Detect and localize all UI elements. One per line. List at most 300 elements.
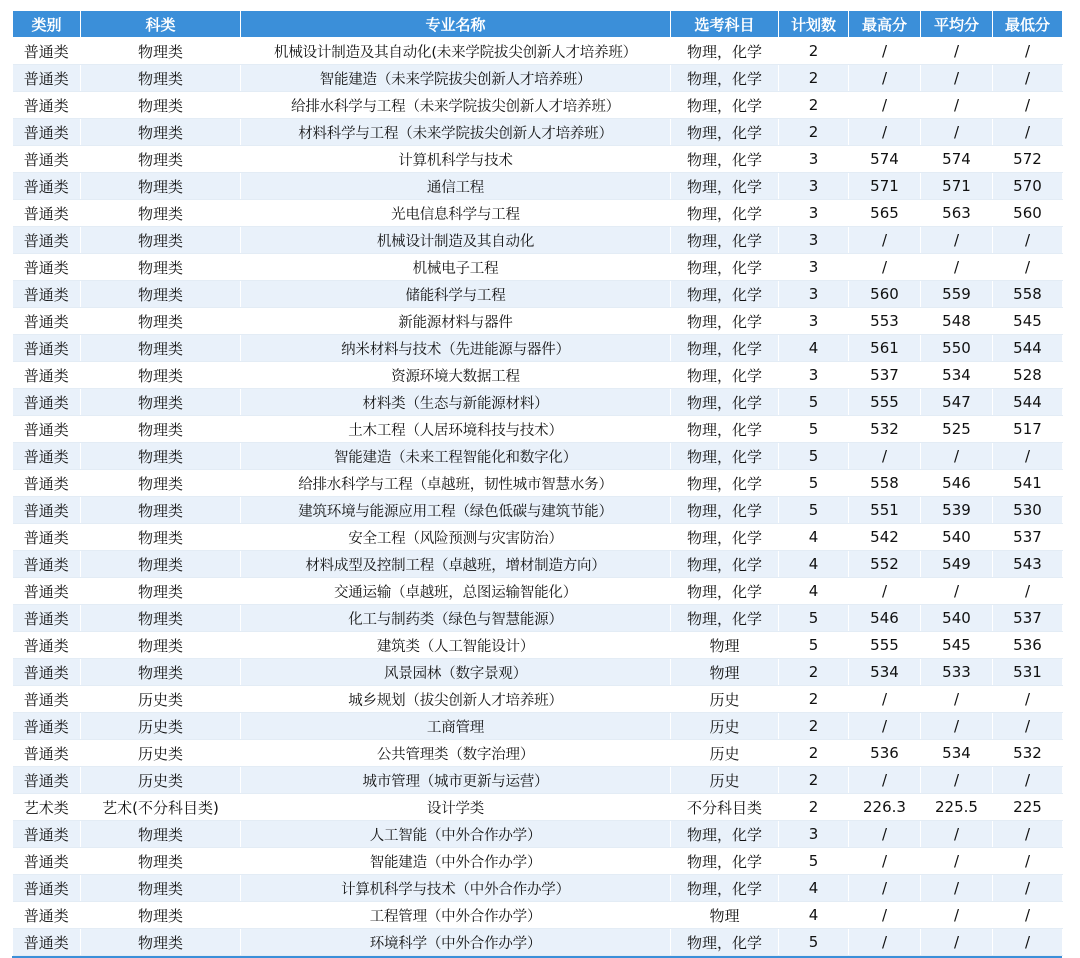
cell-lowest-score: / <box>993 443 1063 470</box>
table-row <box>13 578 1063 605</box>
cell-required-subjects: 物理，化学 <box>671 875 779 902</box>
table-row <box>13 281 1063 308</box>
header-average-score: 平均分 <box>921 11 993 38</box>
cell-category: 普通类 <box>13 335 81 362</box>
table-row <box>13 524 1063 551</box>
cell-plan-count: 2 <box>779 38 849 65</box>
cell-subject-type: 物理类 <box>81 281 241 308</box>
cell-category: 普通类 <box>13 848 81 875</box>
cell-highest-score: 555 <box>849 389 921 416</box>
cell-highest-score: / <box>849 686 921 713</box>
cell-plan-count: 3 <box>779 200 849 227</box>
header-subject-type: 科类 <box>81 11 241 38</box>
cell-highest-score: / <box>849 902 921 929</box>
table-row <box>13 227 1063 254</box>
cell-category: 普通类 <box>13 821 81 848</box>
cell-subject-type: 历史类 <box>81 740 241 767</box>
table-body <box>13 38 1063 956</box>
cell-plan-count: 5 <box>779 605 849 632</box>
table-row <box>13 632 1063 659</box>
cell-highest-score: / <box>849 875 921 902</box>
cell-category: 普通类 <box>13 686 81 713</box>
cell-required-subjects: 物理，化学 <box>671 146 779 173</box>
table-row <box>13 335 1063 362</box>
table-row <box>13 713 1063 740</box>
table-row <box>13 92 1063 119</box>
cell-major-name: 机械电子工程 <box>241 254 671 281</box>
cell-average-score: 559 <box>921 281 993 308</box>
cell-highest-score: 558 <box>849 470 921 497</box>
cell-lowest-score: 572 <box>993 146 1063 173</box>
table-row <box>13 173 1063 200</box>
cell-highest-score: 561 <box>849 335 921 362</box>
admissions-table-container <box>12 10 1062 958</box>
cell-category: 普通类 <box>13 92 81 119</box>
cell-average-score: / <box>921 821 993 848</box>
table-row <box>13 200 1063 227</box>
cell-lowest-score: 544 <box>993 335 1063 362</box>
cell-highest-score: 555 <box>849 632 921 659</box>
cell-subject-type: 物理类 <box>81 632 241 659</box>
cell-plan-count: 3 <box>779 173 849 200</box>
cell-subject-type: 历史类 <box>81 713 241 740</box>
cell-lowest-score: 544 <box>993 389 1063 416</box>
cell-subject-type: 物理类 <box>81 200 241 227</box>
cell-category: 普通类 <box>13 497 81 524</box>
cell-highest-score: 226.3 <box>849 794 921 821</box>
table-row <box>13 659 1063 686</box>
cell-category: 普通类 <box>13 389 81 416</box>
cell-average-score: 540 <box>921 524 993 551</box>
cell-major-name: 计算机科学与技术 <box>241 146 671 173</box>
cell-lowest-score: 543 <box>993 551 1063 578</box>
cell-subject-type: 物理类 <box>81 875 241 902</box>
cell-lowest-score: / <box>993 929 1063 956</box>
cell-plan-count: 3 <box>779 308 849 335</box>
cell-required-subjects: 不分科目类 <box>671 794 779 821</box>
cell-highest-score: / <box>849 119 921 146</box>
cell-lowest-score: 530 <box>993 497 1063 524</box>
cell-highest-score: 537 <box>849 362 921 389</box>
cell-category: 普通类 <box>13 443 81 470</box>
cell-required-subjects: 物理，化学 <box>671 605 779 632</box>
table-row <box>13 362 1063 389</box>
cell-plan-count: 2 <box>779 686 849 713</box>
cell-category: 普通类 <box>13 929 81 956</box>
cell-average-score: 574 <box>921 146 993 173</box>
cell-major-name: 人工智能（中外合作办学） <box>241 821 671 848</box>
cell-major-name: 材料类（生态与新能源材料） <box>241 389 671 416</box>
cell-major-name: 智能建造（未来学院拔尖创新人才培养班） <box>241 65 671 92</box>
cell-major-name: 工程管理（中外合作办学） <box>241 902 671 929</box>
cell-plan-count: 3 <box>779 254 849 281</box>
cell-category: 普通类 <box>13 65 81 92</box>
cell-plan-count: 5 <box>779 929 849 956</box>
cell-subject-type: 物理类 <box>81 335 241 362</box>
cell-lowest-score: 545 <box>993 308 1063 335</box>
cell-subject-type: 历史类 <box>81 686 241 713</box>
cell-subject-type: 物理类 <box>81 38 241 65</box>
cell-highest-score: 571 <box>849 173 921 200</box>
cell-category: 普通类 <box>13 659 81 686</box>
cell-major-name: 建筑环境与能源应用工程（绿色低碳与建筑节能） <box>241 497 671 524</box>
cell-category: 普通类 <box>13 551 81 578</box>
cell-subject-type: 物理类 <box>81 929 241 956</box>
cell-average-score: / <box>921 902 993 929</box>
cell-average-score: 571 <box>921 173 993 200</box>
cell-highest-score: / <box>849 713 921 740</box>
cell-category: 普通类 <box>13 524 81 551</box>
cell-category: 普通类 <box>13 173 81 200</box>
cell-lowest-score: / <box>993 254 1063 281</box>
cell-highest-score: 536 <box>849 740 921 767</box>
cell-highest-score: 546 <box>849 605 921 632</box>
table-row <box>13 740 1063 767</box>
cell-average-score: 550 <box>921 335 993 362</box>
cell-plan-count: 5 <box>779 632 849 659</box>
table-row <box>13 902 1063 929</box>
cell-subject-type: 物理类 <box>81 65 241 92</box>
table-row <box>13 551 1063 578</box>
cell-category: 普通类 <box>13 740 81 767</box>
cell-average-score: / <box>921 443 993 470</box>
cell-category: 普通类 <box>13 254 81 281</box>
cell-major-name: 化工与制药类（绿色与智慧能源） <box>241 605 671 632</box>
header-required-subjects: 选考科目 <box>671 11 779 38</box>
cell-major-name: 智能建造（中外合作办学） <box>241 848 671 875</box>
cell-plan-count: 5 <box>779 470 849 497</box>
cell-plan-count: 3 <box>779 146 849 173</box>
cell-average-score: / <box>921 713 993 740</box>
cell-plan-count: 5 <box>779 416 849 443</box>
table-row <box>13 794 1063 821</box>
cell-average-score: 540 <box>921 605 993 632</box>
cell-required-subjects: 物理，化学 <box>671 362 779 389</box>
cell-average-score: 549 <box>921 551 993 578</box>
cell-major-name: 材料成型及控制工程（卓越班，增材制造方向） <box>241 551 671 578</box>
cell-plan-count: 4 <box>779 551 849 578</box>
table-row <box>13 929 1063 956</box>
cell-plan-count: 2 <box>779 65 849 92</box>
cell-required-subjects: 物理，化学 <box>671 848 779 875</box>
table-row <box>13 821 1063 848</box>
cell-category: 普通类 <box>13 146 81 173</box>
cell-lowest-score: 531 <box>993 659 1063 686</box>
cell-highest-score: / <box>849 929 921 956</box>
cell-subject-type: 物理类 <box>81 551 241 578</box>
cell-category: 普通类 <box>13 605 81 632</box>
cell-category: 普通类 <box>13 362 81 389</box>
cell-highest-score: 534 <box>849 659 921 686</box>
header-category: 类别 <box>13 11 81 38</box>
cell-subject-type: 物理类 <box>81 578 241 605</box>
cell-average-score: / <box>921 929 993 956</box>
cell-required-subjects: 物理，化学 <box>671 929 779 956</box>
cell-category: 普通类 <box>13 416 81 443</box>
cell-category: 普通类 <box>13 578 81 605</box>
cell-subject-type: 物理类 <box>81 848 241 875</box>
cell-average-score: 534 <box>921 362 993 389</box>
cell-lowest-score: 570 <box>993 173 1063 200</box>
table-row <box>13 146 1063 173</box>
cell-major-name: 资源环境大数据工程 <box>241 362 671 389</box>
cell-lowest-score: / <box>993 38 1063 65</box>
header-major-name: 专业名称 <box>241 11 671 38</box>
cell-required-subjects: 物理，化学 <box>671 65 779 92</box>
cell-lowest-score: 528 <box>993 362 1063 389</box>
table-row <box>13 686 1063 713</box>
cell-lowest-score: / <box>993 65 1063 92</box>
cell-highest-score: 553 <box>849 308 921 335</box>
cell-major-name: 建筑类（人工智能设计） <box>241 632 671 659</box>
cell-plan-count: 3 <box>779 227 849 254</box>
cell-required-subjects: 历史 <box>671 767 779 794</box>
cell-highest-score: 532 <box>849 416 921 443</box>
cell-highest-score: / <box>849 767 921 794</box>
cell-category: 普通类 <box>13 119 81 146</box>
cell-lowest-score: 517 <box>993 416 1063 443</box>
cell-subject-type: 物理类 <box>81 227 241 254</box>
cell-major-name: 交通运输（卓越班，总图运输智能化） <box>241 578 671 605</box>
table-header-row <box>13 11 1063 38</box>
cell-plan-count: 5 <box>779 848 849 875</box>
cell-category: 普通类 <box>13 875 81 902</box>
cell-required-subjects: 物理，化学 <box>671 92 779 119</box>
cell-subject-type: 物理类 <box>81 659 241 686</box>
table-row <box>13 875 1063 902</box>
cell-lowest-score: / <box>993 578 1063 605</box>
cell-major-name: 城市管理（城市更新与运营） <box>241 767 671 794</box>
cell-plan-count: 2 <box>779 740 849 767</box>
cell-category: 普通类 <box>13 281 81 308</box>
cell-major-name: 给排水科学与工程（未来学院拔尖创新人才培养班） <box>241 92 671 119</box>
cell-lowest-score: / <box>993 821 1063 848</box>
cell-major-name: 工商管理 <box>241 713 671 740</box>
cell-plan-count: 4 <box>779 578 849 605</box>
table-row <box>13 605 1063 632</box>
cell-average-score: 548 <box>921 308 993 335</box>
cell-plan-count: 4 <box>779 902 849 929</box>
cell-lowest-score: 537 <box>993 605 1063 632</box>
cell-subject-type: 物理类 <box>81 362 241 389</box>
cell-major-name: 储能科学与工程 <box>241 281 671 308</box>
cell-major-name: 新能源材料与器件 <box>241 308 671 335</box>
cell-major-name: 机械设计制造及其自动化(未来学院拔尖创新人才培养班） <box>241 38 671 65</box>
cell-required-subjects: 物理，化学 <box>671 173 779 200</box>
cell-highest-score: 565 <box>849 200 921 227</box>
cell-subject-type: 物理类 <box>81 173 241 200</box>
cell-plan-count: 2 <box>779 659 849 686</box>
cell-category: 普通类 <box>13 200 81 227</box>
cell-required-subjects: 物理，化学 <box>671 416 779 443</box>
cell-major-name: 土木工程（人居环境科技与技术） <box>241 416 671 443</box>
cell-required-subjects: 物理，化学 <box>671 389 779 416</box>
cell-subject-type: 物理类 <box>81 389 241 416</box>
cell-major-name: 光电信息科学与工程 <box>241 200 671 227</box>
cell-plan-count: 4 <box>779 524 849 551</box>
cell-subject-type: 物理类 <box>81 146 241 173</box>
cell-lowest-score: 536 <box>993 632 1063 659</box>
cell-plan-count: 4 <box>779 335 849 362</box>
cell-required-subjects: 历史 <box>671 686 779 713</box>
cell-average-score: 545 <box>921 632 993 659</box>
cell-highest-score: / <box>849 38 921 65</box>
cell-average-score: / <box>921 38 993 65</box>
cell-lowest-score: / <box>993 686 1063 713</box>
cell-highest-score: 552 <box>849 551 921 578</box>
cell-lowest-score: / <box>993 227 1063 254</box>
cell-average-score: 546 <box>921 470 993 497</box>
cell-required-subjects: 物理 <box>671 659 779 686</box>
header-plan-count: 计划数 <box>779 11 849 38</box>
cell-average-score: / <box>921 686 993 713</box>
cell-subject-type: 物理类 <box>81 443 241 470</box>
table-row <box>13 65 1063 92</box>
cell-average-score: 525 <box>921 416 993 443</box>
table-row <box>13 848 1063 875</box>
cell-category: 普通类 <box>13 308 81 335</box>
cell-lowest-score: 541 <box>993 470 1063 497</box>
cell-highest-score: 551 <box>849 497 921 524</box>
table-row <box>13 497 1063 524</box>
cell-lowest-score: / <box>993 119 1063 146</box>
cell-highest-score: / <box>849 254 921 281</box>
cell-highest-score: 560 <box>849 281 921 308</box>
table-row <box>13 416 1063 443</box>
cell-required-subjects: 物理，化学 <box>671 38 779 65</box>
cell-required-subjects: 物理，化学 <box>671 443 779 470</box>
cell-required-subjects: 物理，化学 <box>671 254 779 281</box>
admissions-table <box>12 10 1063 956</box>
cell-lowest-score: 558 <box>993 281 1063 308</box>
cell-major-name: 公共管理类（数字治理） <box>241 740 671 767</box>
cell-plan-count: 5 <box>779 443 849 470</box>
cell-average-score: 547 <box>921 389 993 416</box>
cell-lowest-score: / <box>993 92 1063 119</box>
cell-plan-count: 2 <box>779 119 849 146</box>
cell-major-name: 纳米材料与技术（先进能源与器件） <box>241 335 671 362</box>
cell-major-name: 设计学类 <box>241 794 671 821</box>
cell-required-subjects: 物理，化学 <box>671 821 779 848</box>
table-row <box>13 443 1063 470</box>
cell-plan-count: 5 <box>779 389 849 416</box>
cell-category: 普通类 <box>13 470 81 497</box>
cell-major-name: 机械设计制造及其自动化 <box>241 227 671 254</box>
cell-required-subjects: 物理，化学 <box>671 119 779 146</box>
cell-average-score: / <box>921 875 993 902</box>
cell-required-subjects: 物理，化学 <box>671 497 779 524</box>
cell-major-name: 智能建造（未来工程智能化和数字化） <box>241 443 671 470</box>
cell-required-subjects: 物理，化学 <box>671 308 779 335</box>
cell-plan-count: 2 <box>779 794 849 821</box>
cell-average-score: / <box>921 767 993 794</box>
cell-highest-score: 574 <box>849 146 921 173</box>
cell-required-subjects: 物理，化学 <box>671 281 779 308</box>
table-row <box>13 389 1063 416</box>
cell-required-subjects: 物理，化学 <box>671 524 779 551</box>
cell-major-name: 安全工程（风险预测与灾害防治） <box>241 524 671 551</box>
cell-average-score: 534 <box>921 740 993 767</box>
cell-subject-type: 物理类 <box>81 470 241 497</box>
cell-highest-score: / <box>849 848 921 875</box>
cell-average-score: / <box>921 254 993 281</box>
cell-major-name: 给排水科学与工程（卓越班，韧性城市智慧水务） <box>241 470 671 497</box>
table-row <box>13 470 1063 497</box>
cell-required-subjects: 物理，化学 <box>671 578 779 605</box>
cell-major-name: 城乡规划（拔尖创新人才培养班） <box>241 686 671 713</box>
cell-average-score: / <box>921 65 993 92</box>
cell-major-name: 通信工程 <box>241 173 671 200</box>
cell-subject-type: 物理类 <box>81 416 241 443</box>
cell-category: 普通类 <box>13 632 81 659</box>
cell-lowest-score: / <box>993 767 1063 794</box>
cell-major-name: 风景园林（数字景观） <box>241 659 671 686</box>
cell-average-score: 539 <box>921 497 993 524</box>
cell-lowest-score: / <box>993 848 1063 875</box>
cell-lowest-score: 537 <box>993 524 1063 551</box>
cell-required-subjects: 物理，化学 <box>671 470 779 497</box>
cell-subject-type: 物理类 <box>81 497 241 524</box>
cell-subject-type: 历史类 <box>81 767 241 794</box>
cell-average-score: / <box>921 119 993 146</box>
cell-lowest-score: / <box>993 902 1063 929</box>
cell-average-score: / <box>921 227 993 254</box>
table-row <box>13 119 1063 146</box>
cell-subject-type: 物理类 <box>81 605 241 632</box>
cell-subject-type: 物理类 <box>81 902 241 929</box>
header-lowest-score: 最低分 <box>993 11 1063 38</box>
cell-lowest-score: / <box>993 875 1063 902</box>
table-row <box>13 767 1063 794</box>
cell-subject-type: 物理类 <box>81 308 241 335</box>
cell-highest-score: / <box>849 65 921 92</box>
cell-highest-score: / <box>849 443 921 470</box>
cell-required-subjects: 历史 <box>671 740 779 767</box>
cell-plan-count: 3 <box>779 821 849 848</box>
cell-average-score: 225.5 <box>921 794 993 821</box>
cell-major-name: 环境科学（中外合作办学） <box>241 929 671 956</box>
cell-required-subjects: 物理，化学 <box>671 551 779 578</box>
cell-plan-count: 4 <box>779 875 849 902</box>
cell-highest-score: / <box>849 227 921 254</box>
table-row <box>13 308 1063 335</box>
cell-lowest-score: 225 <box>993 794 1063 821</box>
cell-lowest-score: / <box>993 713 1063 740</box>
cell-plan-count: 2 <box>779 767 849 794</box>
cell-subject-type: 物理类 <box>81 254 241 281</box>
cell-subject-type: 物理类 <box>81 119 241 146</box>
cell-plan-count: 2 <box>779 713 849 740</box>
cell-highest-score: / <box>849 92 921 119</box>
cell-required-subjects: 物理 <box>671 632 779 659</box>
cell-subject-type: 物理类 <box>81 524 241 551</box>
cell-required-subjects: 物理，化学 <box>671 227 779 254</box>
cell-major-name: 材料科学与工程（未来学院拔尖创新人才培养班） <box>241 119 671 146</box>
cell-highest-score: / <box>849 578 921 605</box>
cell-plan-count: 3 <box>779 281 849 308</box>
cell-category: 普通类 <box>13 38 81 65</box>
header-highest-score: 最高分 <box>849 11 921 38</box>
cell-required-subjects: 物理 <box>671 902 779 929</box>
cell-highest-score: / <box>849 821 921 848</box>
cell-plan-count: 5 <box>779 497 849 524</box>
cell-average-score: 563 <box>921 200 993 227</box>
cell-category: 普通类 <box>13 767 81 794</box>
cell-category: 普通类 <box>13 713 81 740</box>
cell-subject-type: 物理类 <box>81 821 241 848</box>
cell-subject-type: 物理类 <box>81 92 241 119</box>
cell-average-score: / <box>921 578 993 605</box>
